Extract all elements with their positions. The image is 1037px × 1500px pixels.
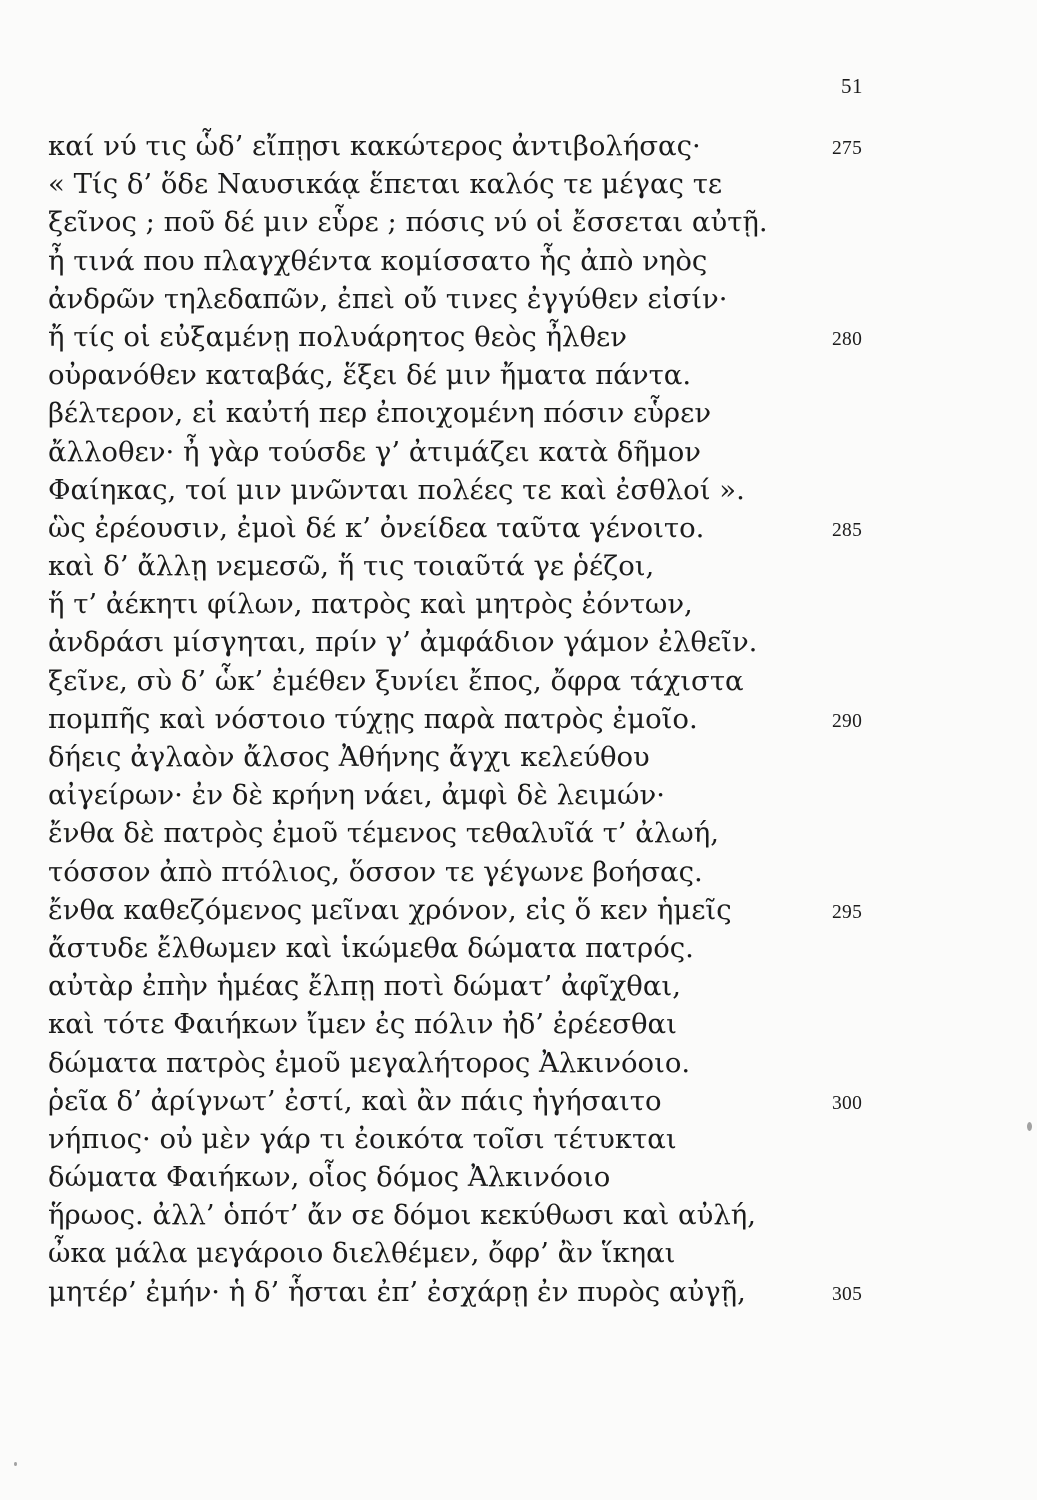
verse-line	[48, 585, 888, 623]
verse-text: καὶ τότε Φαιήκων ἴμεν ἐς πόλιν ἠδ’ ἐρέεσθαι	[48, 1008, 677, 1041]
verse-line	[48, 738, 888, 776]
verse-line	[48, 509, 888, 547]
verse-text: τόσσον ἀπὸ πτόλιος, ὅσσον τε γέγωνε βοήσας.	[48, 855, 703, 888]
page-number: 51	[841, 74, 863, 98]
verse-text: νήπιος· οὐ μὲν γάρ τι ἐοικότα τοῖσι τέτυκται	[48, 1122, 677, 1155]
verse-text: ξεῖνος ; ποῦ δέ μιν εὗρε ; πόσις νύ οἱ ἔσσεται αὐτῇ.	[48, 206, 768, 239]
ink-speck	[1027, 1122, 1032, 1131]
verse-text: δώματα Φαιήκων, οἷος δόμος Ἀλκινόοιο	[48, 1161, 611, 1194]
verse-text: μητέρ’ ἐμήν· ἡ δ’ ἧσται ἐπ’ ἐσχάρῃ ἐν πυρὸς αὐγῇ,	[48, 1275, 746, 1308]
poem-text	[48, 127, 888, 1311]
verse-text: ἄστυδε ἔλθωμεν καὶ ἱκώμεθα δώματα πατρός.	[48, 931, 694, 964]
verse-text: ὣς ἐρέουσιν, ἐμοὶ δέ κ’ ὀνείδεα ταῦτα γένοιτο.	[48, 511, 705, 544]
verse-text: ξεῖνε, σὺ δ’ ὧκ’ ἐμέθεν ξυνίει ἔπος, ὄφρα τάχιστα	[48, 664, 744, 697]
verse-line	[48, 662, 888, 700]
verse-line	[48, 1120, 888, 1158]
verse-text: καὶ δ’ ἄλλῃ νεμεσῶ, ἥ τις τοιαῦτά γε ῥέζοι,	[48, 550, 655, 583]
verse-line	[48, 127, 888, 165]
line-number: 285	[832, 519, 863, 541]
verse-line	[48, 853, 888, 891]
verse-line	[48, 1082, 888, 1120]
verse-line	[48, 1196, 888, 1234]
verse-line	[48, 318, 888, 356]
verse-line	[48, 1273, 888, 1311]
verse-line	[48, 1234, 888, 1272]
verse-line	[48, 356, 888, 394]
verse-text: ῥεῖα δ’ ἀρίγνωτ’ ἐστί, καὶ ἂν πάις ἡγήσαιτο	[48, 1084, 662, 1117]
verse-line	[48, 165, 888, 203]
verse-line	[48, 776, 888, 814]
verse-line	[48, 203, 888, 241]
verse-line	[48, 1005, 888, 1043]
verse-text: Φαίηκας, τοί μιν μνῶνται πολέες τε καὶ ἐσθλοί ».	[48, 473, 745, 506]
verse-line	[48, 433, 888, 471]
verse-text: δήεις ἀγλαὸν ἄλσος Ἀθήνης ἄγχι κελεύθου	[48, 741, 650, 773]
verse-text: ἦ τινά που πλαγχθέντα κομίσσατο ἧς ἀπὸ νηὸς	[48, 244, 708, 277]
verse-line	[48, 623, 888, 661]
verse-line	[48, 929, 888, 967]
ink-speck	[14, 1462, 17, 1466]
line-number: 275	[832, 138, 863, 159]
verse-text: ἀνδρῶν τηλεδαπῶν, ἐπεὶ οὔ τινες ἐγγύθεν εἰσίν·	[48, 282, 728, 315]
verse-line	[48, 1044, 888, 1082]
line-number: 300	[832, 1092, 863, 1114]
verse-line	[48, 814, 888, 852]
verse-line	[48, 280, 888, 318]
verse-text: ἥ τ’ ἀέκητι φίλων, πατρὸς καὶ μητρὸς ἐόντων,	[48, 588, 693, 621]
line-number: 290	[832, 710, 863, 732]
verse-text: « Τίς δ’ ὅδε Ναυσικάᾳ ἕπεται καλός τε μέγας τε	[48, 168, 723, 201]
verse-line	[48, 700, 888, 738]
verse-text: καί νύ τις ὧδ’ εἴπῃσι κακώτερος ἀντιβολήσας·	[48, 130, 701, 162]
verse-text: δώματα πατρὸς ἐμοῦ μεγαλήτορος Ἀλκινόοιο.	[48, 1046, 691, 1079]
verse-text: ἀνδράσι μίσγηται, πρίν γ’ ἀμφάδιον γάμον ἐλθεῖν.	[48, 626, 758, 659]
verse-text: οὐρανόθεν καταβάς, ἕξει δέ μιν ἤματα πάντα.	[48, 359, 692, 392]
verse-line	[48, 547, 888, 585]
verse-line	[48, 394, 888, 432]
verse-line	[48, 471, 888, 509]
verse-text: ἔνθα δὲ πατρὸς ἐμοῦ τέμενος τεθαλυῖά τ’ ἀλωή,	[48, 817, 719, 850]
verse-text: αἰγείρων· ἐν δὲ κρήνη νάει, ἀμφὶ δὲ λειμών·	[48, 779, 665, 812]
verse-text: ἥρωος. ἀλλ’ ὁπότ’ ἄν σε δόμοι κεκύθωσι καὶ αὐλή,	[48, 1199, 756, 1232]
verse-text: αὐτὰρ ἐπὴν ἡμέας ἔλπῃ ποτὶ δώματ’ ἀφῖχθαι,	[48, 970, 681, 1003]
line-number: 280	[832, 328, 863, 350]
verse-text: ἤ τίς οἱ εὐξαμένῃ πολυάρητος θεὸς ἦλθεν	[48, 320, 628, 353]
verse-line	[48, 967, 888, 1005]
verse-text: ὦκα μάλα μεγάροιο διελθέμεν, ὄφρ’ ἂν ἵκηαι	[48, 1237, 676, 1270]
verse-text: ἄλλοθεν· ἦ γὰρ τούσδε γ’ ἀτιμάζει κατὰ δῆμον	[48, 435, 701, 468]
verse-line	[48, 242, 888, 280]
line-number: 305	[832, 1283, 863, 1305]
verse-text: βέλτερον, εἰ καὐτή περ ἐποιχομένη πόσιν εὗρεν	[48, 397, 712, 430]
verse-line	[48, 891, 888, 929]
verse-line	[48, 1158, 888, 1196]
verse-text: ἔνθα καθεζόμενος μεῖναι χρόνον, εἰς ὅ κεν ἡμεῖς	[48, 893, 732, 926]
line-number: 295	[832, 901, 863, 923]
verse-text: πομπῆς καὶ νόστοιο τύχῃς παρὰ πατρὸς ἐμοῖο.	[48, 702, 698, 735]
